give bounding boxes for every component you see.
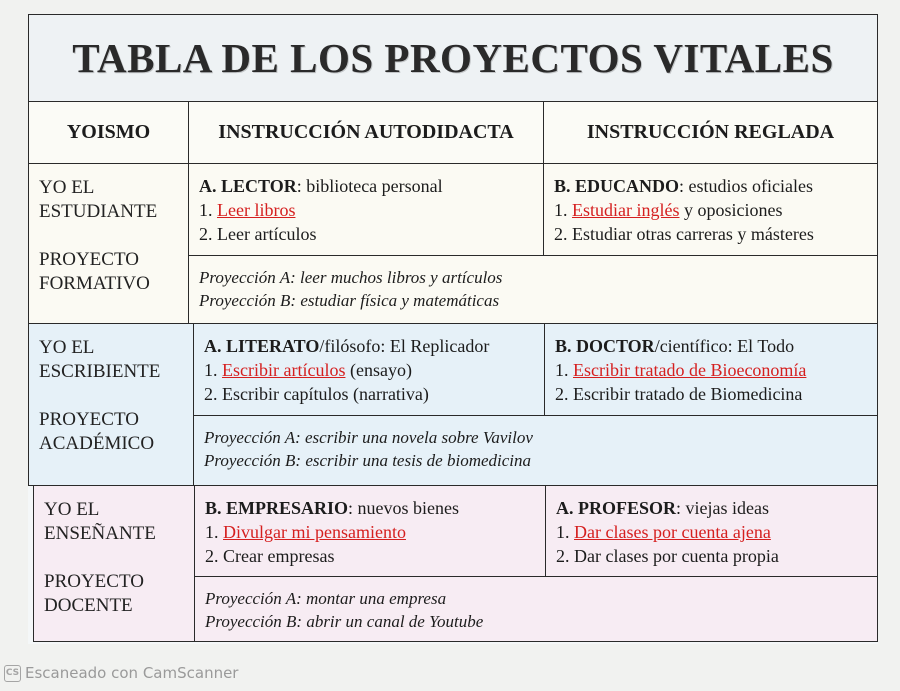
projection-a: Proyección A: leer muchos libros y artículos <box>199 268 503 287</box>
row-label-line: DOCENTE <box>44 595 133 616</box>
projection-docente <box>194 576 878 642</box>
projection-a: Proyección A: montar una empresa <box>205 589 447 608</box>
row-label-escribiente <box>28 323 194 486</box>
link-tratado-bioeconomia[interactable]: Escribir tratado de Bioeconomía <box>573 360 807 380</box>
camscanner-icon: CS <box>4 665 21 682</box>
link-leer-libros[interactable]: Leer libros <box>217 200 296 220</box>
row-label-estudiante <box>28 163 189 324</box>
row-label-line: YO EL <box>39 337 95 358</box>
cell-item-1: 1. Estudiar inglés y oposiciones <box>554 200 783 220</box>
cell-item-2: 2. Escribir tratado de Biomedicina <box>555 384 803 404</box>
cell-heading: A. PROFESOR: viejas ideas <box>556 498 769 518</box>
link-divulgar-pensamiento[interactable]: Divulgar mi pensamiento <box>223 522 406 542</box>
cell-doctor <box>544 323 878 416</box>
row-label-line: ESCRIBIENTE <box>39 361 161 382</box>
row-label-ensenante <box>33 485 195 642</box>
cell-item-2: 2. Escribir capítulos (narrativa) <box>204 384 429 404</box>
row-label-line: PROYECTO <box>39 409 139 430</box>
cell-item-2: 2. Dar clases por cuenta propia <box>556 546 779 566</box>
cell-empresario <box>194 485 546 577</box>
row-label-line: FORMATIVO <box>39 273 150 294</box>
header-autodidacta: INSTRUCCIÓN AUTODIDACTA <box>188 101 544 164</box>
watermark-text: Escaneado con CamScanner <box>25 664 239 682</box>
projection-b: Proyección B: abrir un canal de Youtube <box>205 612 484 631</box>
cell-heading: B. EMPRESARIO: nuevos bienes <box>205 498 459 518</box>
link-dar-clases-ajena[interactable]: Dar clases por cuenta ajena <box>574 522 771 542</box>
cell-heading: B. EDUCANDO: estudios oficiales <box>554 176 813 196</box>
cell-item-2: 2. Crear empresas <box>205 546 335 566</box>
cell-heading: B. DOCTOR/científico: El Todo <box>555 336 795 356</box>
projection-formativo <box>188 255 878 324</box>
projection-academico <box>193 415 878 486</box>
cell-literato <box>193 323 545 416</box>
header-yoismo: YOISMO <box>28 101 189 164</box>
cell-lector <box>188 163 544 256</box>
cell-item-2: 2. Estudiar otras carreras y másteres <box>554 224 814 244</box>
projection-b: Proyección B: estudiar física y matemáticas <box>199 291 500 310</box>
cell-item-1: 1. Escribir artículos (ensayo) <box>204 360 412 380</box>
cell-item-1: 1. Dar clases por cuenta ajena <box>556 522 771 542</box>
row-label-line: PROYECTO <box>44 571 144 592</box>
row-label-line: ENSEÑANTE <box>44 523 156 544</box>
row-label-line: ACADÉMICO <box>39 433 155 454</box>
projection-b: Proyección B: escribir una tesis de biomedicina <box>204 451 532 470</box>
row-label-line: PROYECTO <box>39 249 139 270</box>
cell-profesor <box>545 485 878 577</box>
row-label-line: ESTUDIANTE <box>39 201 158 222</box>
cell-item-2: 2. Leer artículos <box>199 224 317 244</box>
page-title: TABLA DE LOS PROYECTOS VITALES <box>28 14 878 102</box>
cell-heading: A. LITERATO/filósofo: El Replicador <box>204 336 490 356</box>
scanner-watermark <box>4 664 238 682</box>
link-estudiar-ingles[interactable]: Estudiar inglés <box>572 200 680 220</box>
projection-a: Proyección A: escribir una novela sobre Vavilov <box>204 428 533 447</box>
cell-item-1: 1. Escribir tratado de Bioeconomía <box>555 360 807 380</box>
cell-item-1: 1. Divulgar mi pensamiento <box>205 522 406 542</box>
row-label-line: YO EL <box>39 177 95 198</box>
cell-heading: A. LECTOR: biblioteca personal <box>199 176 443 196</box>
header-reglada: INSTRUCCIÓN REGLADA <box>543 101 878 164</box>
row-label-line: YO EL <box>44 499 100 520</box>
cell-item-1: 1. Leer libros <box>199 200 296 220</box>
cell-educando <box>543 163 878 256</box>
link-escribir-articulos[interactable]: Escribir artículos <box>222 360 346 380</box>
